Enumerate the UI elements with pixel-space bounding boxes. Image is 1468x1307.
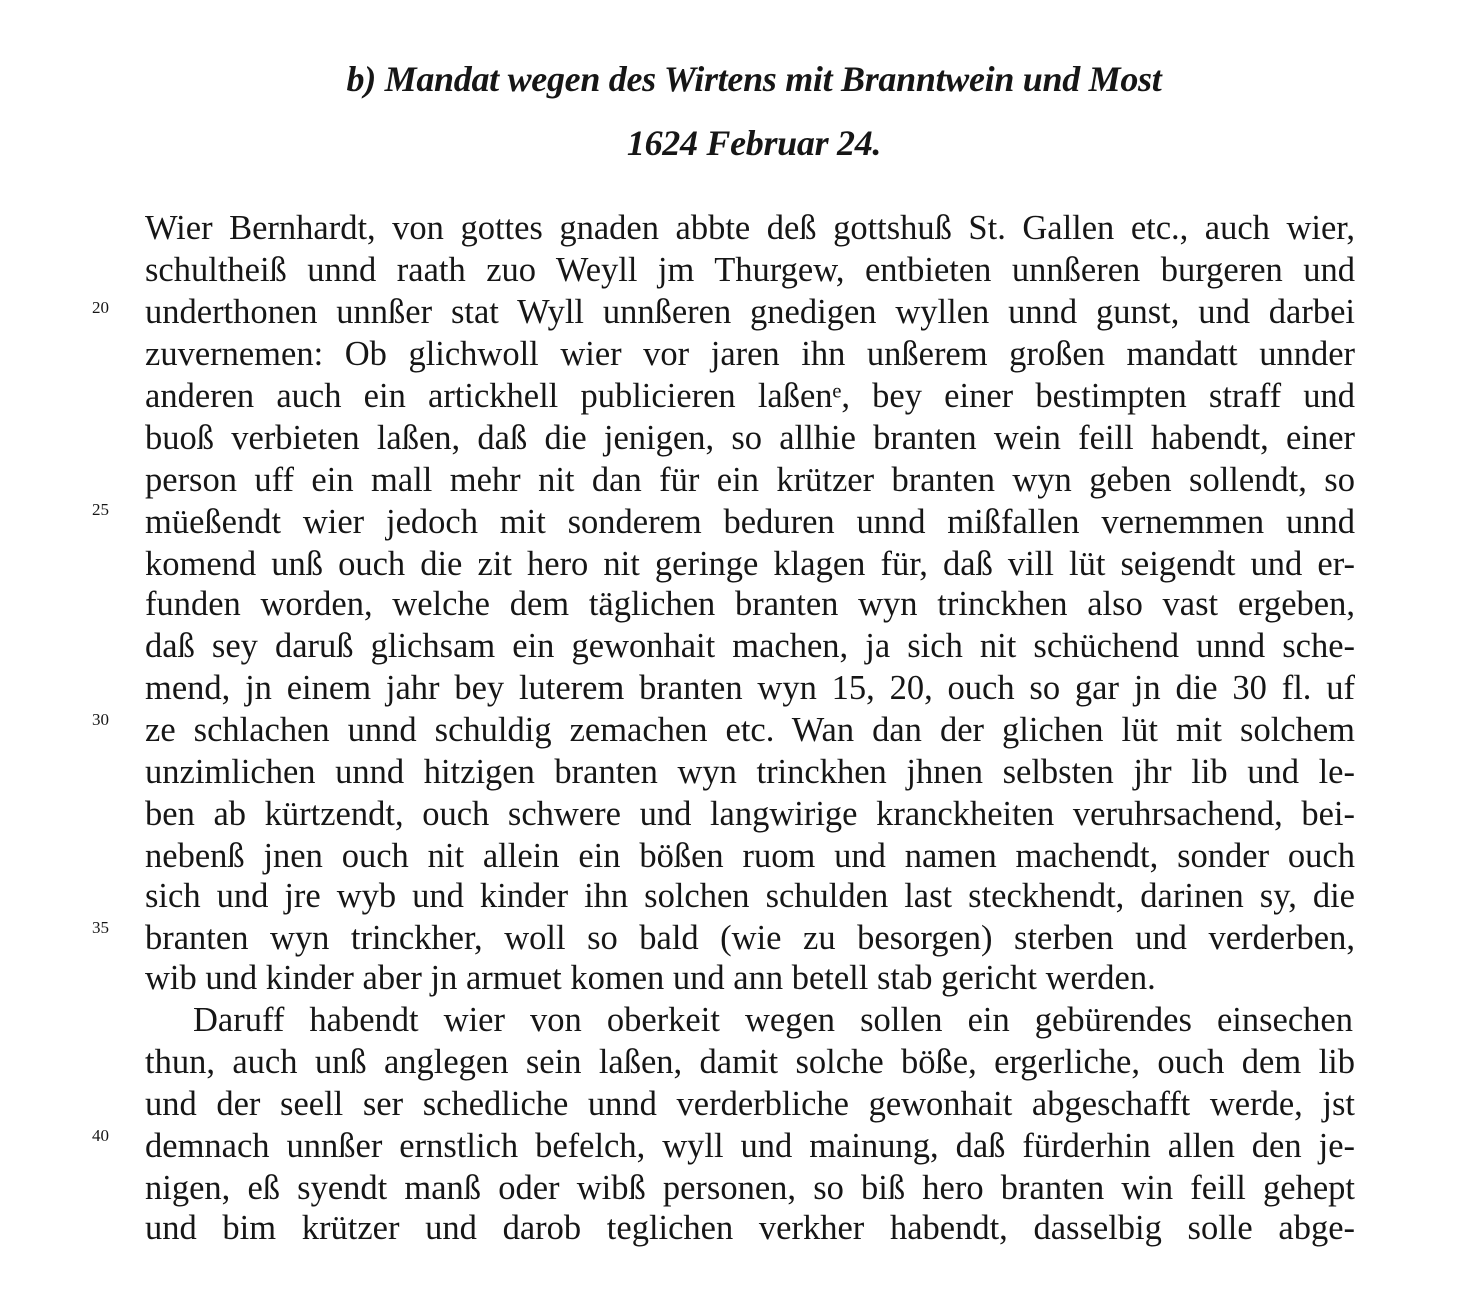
text-line: buoß verbieten laßen, daß die jenigen, so allhie branten wein feill habendt, einer xyxy=(145,419,1355,457)
text-line: demnach unnßer ernstlich befelch, wyll und mainung, daß fürderhin allen den je- xyxy=(145,1127,1355,1165)
line-number: 30 xyxy=(92,710,109,729)
line-number: 40 xyxy=(92,1126,109,1145)
text-line: underthonen unnßer stat Wyll unnßeren gnedigen wyllen unnd gunst, und darbei xyxy=(145,293,1355,331)
text-line: wib und kinder aber jn armuet komen und ann betell stab gericht werden. xyxy=(145,959,1156,997)
line-number: 20 xyxy=(92,298,109,317)
line-number: 25 xyxy=(92,500,109,519)
text-line: ze schlachen unnd schuldig zemachen etc. Wan dan der glichen lüt mit solchem xyxy=(145,711,1355,749)
text-line: thun, auch unß anglegen sein laßen, damit solche böße, ergerliche, ouch dem lib xyxy=(145,1043,1355,1081)
text-line: ben ab kürtzendt, ouch schwere und langwirige kranckheiten veruhrsachend, bei- xyxy=(145,795,1355,833)
text-line: und der seell ser schedliche unnd verderbliche gewonhait abgeschafft werde, jst xyxy=(145,1085,1355,1123)
text-line: person uff ein mall mehr nit dan für ein krützer branten wyn geben sollendt, so xyxy=(145,461,1355,499)
text-line: funden worden, welche dem täglichen branten wyn trinckhen also vast ergeben, xyxy=(145,585,1355,623)
document-title: b) Mandat wegen des Wirtens mit Branntwein und Most xyxy=(346,59,1162,99)
text-line: branten wyn trinckher, woll so bald (wie zu besorgen) sterben und verderben, xyxy=(145,919,1355,957)
text-line: nigen, eß syendt manß oder wibß personen, so biß hero branten win feill gehept xyxy=(145,1169,1355,1207)
text-line: schultheiß unnd raath zuo Weyll jm Thurgew, entbieten unnßeren burgeren und xyxy=(145,251,1355,289)
text-line: müeßendt wier jedoch mit sonderem beduren unnd mißfallen vernemmen unnd xyxy=(145,503,1355,541)
text-line: und bim krützer und darob teglichen verkher habendt, dasselbig solle abge- xyxy=(145,1209,1355,1247)
document-date: 1624 Februar 24. xyxy=(626,123,882,163)
text-line: daß sey daruß glichsam ein gewonhait machen, ja sich nit schüchend unnd sche- xyxy=(145,627,1355,665)
text-line: nebenß jnen ouch nit allein ein bößen ruom und namen machendt, sonder ouch xyxy=(145,837,1355,875)
text-line: Daruff habendt wier von oberkeit wegen sollen ein gebürendes einsechen xyxy=(193,1001,1353,1039)
text-line: komend unß ouch die zit hero nit geringe klagen für, daß vill lüt seigendt und er- xyxy=(145,545,1355,583)
line-number: 35 xyxy=(92,918,109,937)
text-line: Wier Bernhardt, von gottes gnaden abbte deß gottshuß St. Gallen etc., auch wier, xyxy=(145,209,1355,247)
text-line: sich und jre wyb und kinder ihn solchen schulden last steckhendt, darinen sy, die xyxy=(145,877,1355,915)
text-line: anderen auch ein artickhell publicieren laßenᵉ, bey einer bestimpten straff und xyxy=(145,377,1355,415)
text-line: zuvernemen: Ob glichwoll wier vor jaren ihn unßerem großen mandatt unnder xyxy=(145,335,1355,373)
text-line: unzimlichen unnd hitzigen branten wyn trinckhen jhnen selbsten jhr lib und le- xyxy=(145,753,1355,791)
text-line: mend, jn einem jahr bey luterem branten wyn 15, 20, ouch so gar jn die 30 fl. uf xyxy=(145,669,1355,707)
